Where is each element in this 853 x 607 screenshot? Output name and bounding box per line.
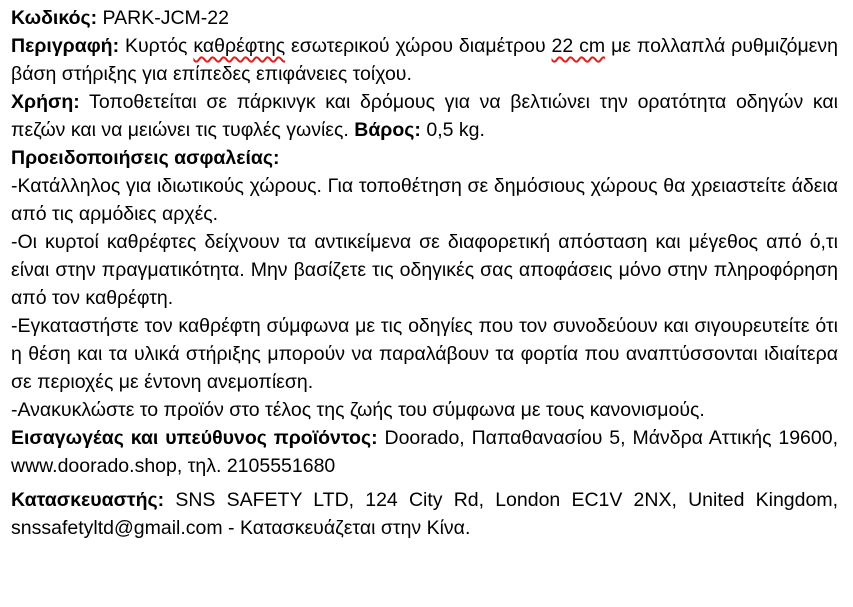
usage-paragraph	[11, 88, 838, 144]
description-text-start: Κυρτός	[125, 35, 188, 57]
weight-label: Βάρος:	[354, 119, 421, 141]
usage-label: Χρήση:	[11, 91, 80, 113]
manufacturer-text: SNS SAFETY LTD, 124 City Rd, London EC1V 2NX, United Kingdom, snssafetyltd@gmail.com - Κατασκευάζεται στην Κίνα.	[11, 489, 838, 539]
description-paragraph	[11, 32, 838, 88]
product-label-document	[11, 4, 838, 542]
usage-text: Τοποθετείται σε πάρκινγκ και δρόμους για να βελτιώνει την ορατότητα οδηγών και πεζών και να μειώνει τις τυφλές γωνίες.	[11, 91, 838, 141]
importer-paragraph	[11, 424, 838, 480]
code-value: PARK-JCM-22	[102, 7, 229, 29]
manufacturer-paragraph	[11, 486, 838, 542]
spellcheck-flagged-size[interactable]: 22 cm	[551, 35, 606, 57]
spellcheck-flagged-word[interactable]: καθρέφτης	[193, 35, 286, 57]
safety-item: -Ανακυκλώστε το προϊόν στο τέλος της ζωής του σύμφωνα με τους κανονισμούς.	[11, 399, 705, 421]
safety-heading	[11, 144, 838, 172]
description-text-middle: εσωτερικού χώρου διαμέτρου	[291, 35, 546, 57]
description-label: Περιγραφή:	[11, 35, 120, 57]
description-text-end: με πολλαπλά ρυθμιζόμενη βάση στήριξης για επίπεδες επιφάνειες τοίχου.	[11, 35, 838, 85]
code-line	[11, 4, 838, 32]
code-label: Κωδικός:	[11, 7, 98, 29]
weight-value: 0,5 kg.	[426, 119, 485, 141]
safety-heading-text: Προειδοποιήσεις ασφαλείας:	[11, 147, 280, 169]
safety-item: -Κατάλληλος για ιδιωτικούς χώρους. Για τοποθέτηση σε δημόσιους χώρους θα χρειαστείτε άδεια από τις αρμόδιες αρχές.	[11, 175, 838, 225]
safety-item: -Εγκαταστήστε τον καθρέφτη σύμφωνα με τις οδηγίες που τον συνοδεύουν και σιγουρευτείτε ότι η θέση και τα υλικά στήριξης μπορούν να παραλάβουν τα φορτία που αναπτύσσονται ιδιαίτερα σε περιοχές με έντονη ανεμοπίεση.	[11, 315, 838, 393]
safety-item: -Οι κυρτοί καθρέφτες δείχνουν τα αντικείμενα σε διαφορετική απόσταση και μέγεθος από ό,τι είναι στην πραγματικότητα. Μην βασίζετε τις οδηγικές σας αποφάσεις μόνο στην πληροφόρηση από τον καθρέφτη.	[11, 231, 838, 309]
importer-text: Doorado, Παπαθανασίου 5, Μάνδρα Αττικής 19600, www.doorado.shop, τηλ. 2105551680	[11, 427, 839, 477]
manufacturer-label: Κατασκευαστής:	[11, 489, 165, 511]
importer-label: Εισαγωγέας και υπεύθυνος προϊόντος:	[11, 427, 378, 449]
